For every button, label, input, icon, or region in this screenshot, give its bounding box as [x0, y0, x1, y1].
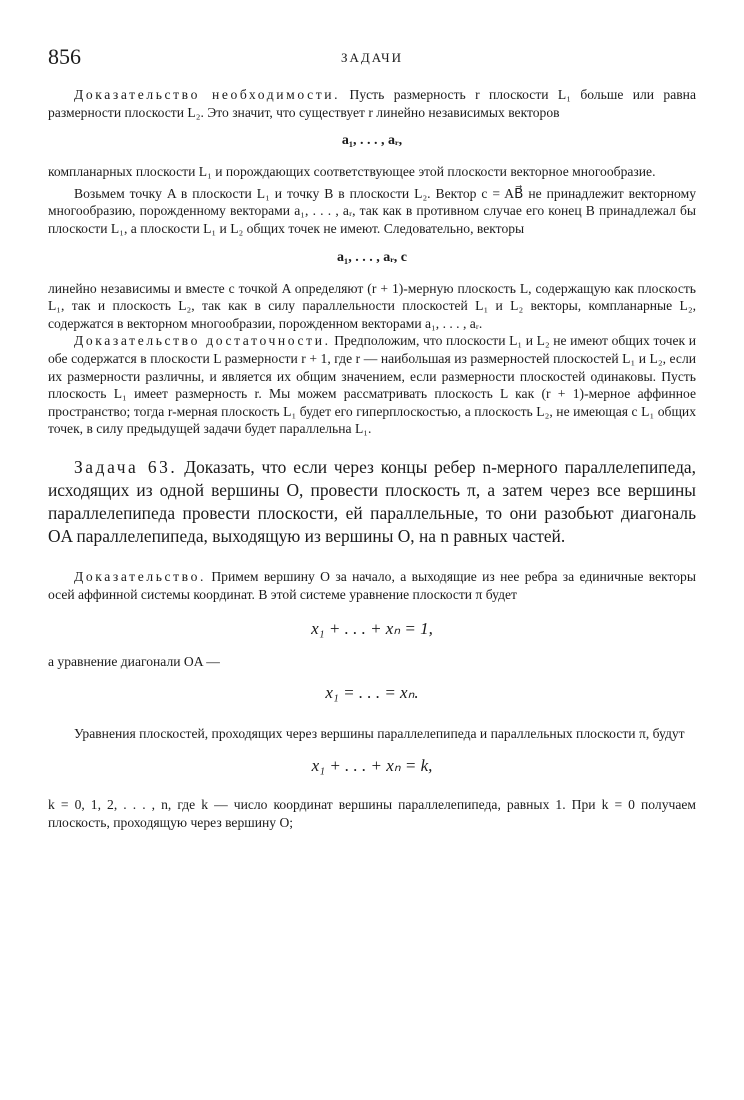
necessity-heading: Доказательство необходимости.: [74, 87, 341, 102]
sufficiency-text: Предположим, что плоскости L₁ и L₂ не имеют общих точек и обе содержатся в плоскости L размерности r + 1, где r — наибольшая из размерностей плоскостей L₁ и L₂, если их размерности различны, и является их общим значением, если размерности плоскостей одинаковы. Пусть плоскость L₁ имеет размерность r. Мы можем рассматривать плоскость L как (r + 1)-мерное аффинное пространство; тогда r-мерная плоскость L₁ будет его гиперплоскостью, а плоскость L₂, не имеющая с L₁ общих точек, в силу предыдущей задачи будет параллельна L₁.: [48, 333, 696, 437]
problem-statement: [48, 456, 696, 548]
formula-vectors: a₁, . . . , aᵣ,: [341, 133, 403, 149]
paragraph-independent: линейно независимы и вместе с точкой A определяют (r + 1)-мерную плоскость L, содержащую как плоскость L₁, так и плоскость L₂, так как в силу параллельности плоскостей L₁ и L₂ векторы, компланарные L₂, содержатся в векторном многообразии, порожденном векторами a₁, . . . , aᵣ.: [48, 280, 696, 331]
page-header: [48, 44, 696, 74]
paragraph-k-values: k = 0, 1, 2, . . . , n, где k — число координат вершины параллелепипеда, равных 1. При k = 0 получаем плоскость, проходящую через вершину O;: [48, 797, 696, 830]
paragraph-coplanar: компланарных плоскости L₁ и порождающих соответствующее этой плоскости векторное многообразие.: [48, 164, 656, 180]
problem-label: Задача 63.: [74, 456, 178, 477]
formula-diagonal: x₁ = . . . = xₙ.: [325, 682, 419, 702]
proof-heading: Доказательство.: [74, 568, 207, 584]
sufficiency-heading: Доказательство достаточности.: [74, 333, 331, 349]
proof-paragraph: [48, 568, 696, 603]
sufficiency-paragraph: [48, 332, 696, 438]
proof-text: Примем вершину O за начало, а выходящие из нее ребра за единичные векторы осей аффинной системы координат. В этой системе уравнение плоскости π будет: [48, 568, 696, 602]
running-title: ЗАДАЧИ: [340, 50, 404, 65]
page-body: [48, 86, 696, 831]
formula-planes-k: x₁ + . . . + xₙ = k,: [311, 756, 433, 776]
formula-plane-pi: x₁ + . . . + xₙ = 1,: [311, 619, 433, 639]
page-number: 856: [48, 44, 81, 69]
problem-text: Доказать, что если через концы ребер n-мерного параллелепипеда, исходящих из одной вершины O, провести плоскость π, а затем через все вершины параллелепипеда провести плоскости, ей параллельные, то они разобьют диагональ OA параллелепипеда, выходящую из вершины O, на n равных частей.: [48, 456, 696, 546]
necessity-text: Пусть размерность r плоскости L₁ больше или равна размерности плоскости L₂. Это значит, что существует r линейно независимых векторов: [48, 87, 696, 120]
paragraph-parallel-planes: Уравнения плоскостей, проходящих через вершины параллелепипеда и параллельных плоскости π, будут: [74, 725, 685, 741]
paragraph-choose-points: Возьмем точку A в плоскости L₁ и точку B в плоскости L₂. Вектор c = AB⃗ не принадлежит векторному многообразию, порожденному векторами a₁, . . . , aᵣ, так как в противном случае его конец B принадлежал бы плоскости L₁, а плоскости L₁ и L₂ общих точек не имеют. Следовательно, векторы: [48, 185, 696, 236]
paragraph-diagonal: а уравнение диагонали OA —: [48, 654, 220, 670]
formula-vectors-c: a₁, . . . , aᵣ, c: [337, 249, 407, 265]
necessity-paragraph: [48, 86, 696, 121]
